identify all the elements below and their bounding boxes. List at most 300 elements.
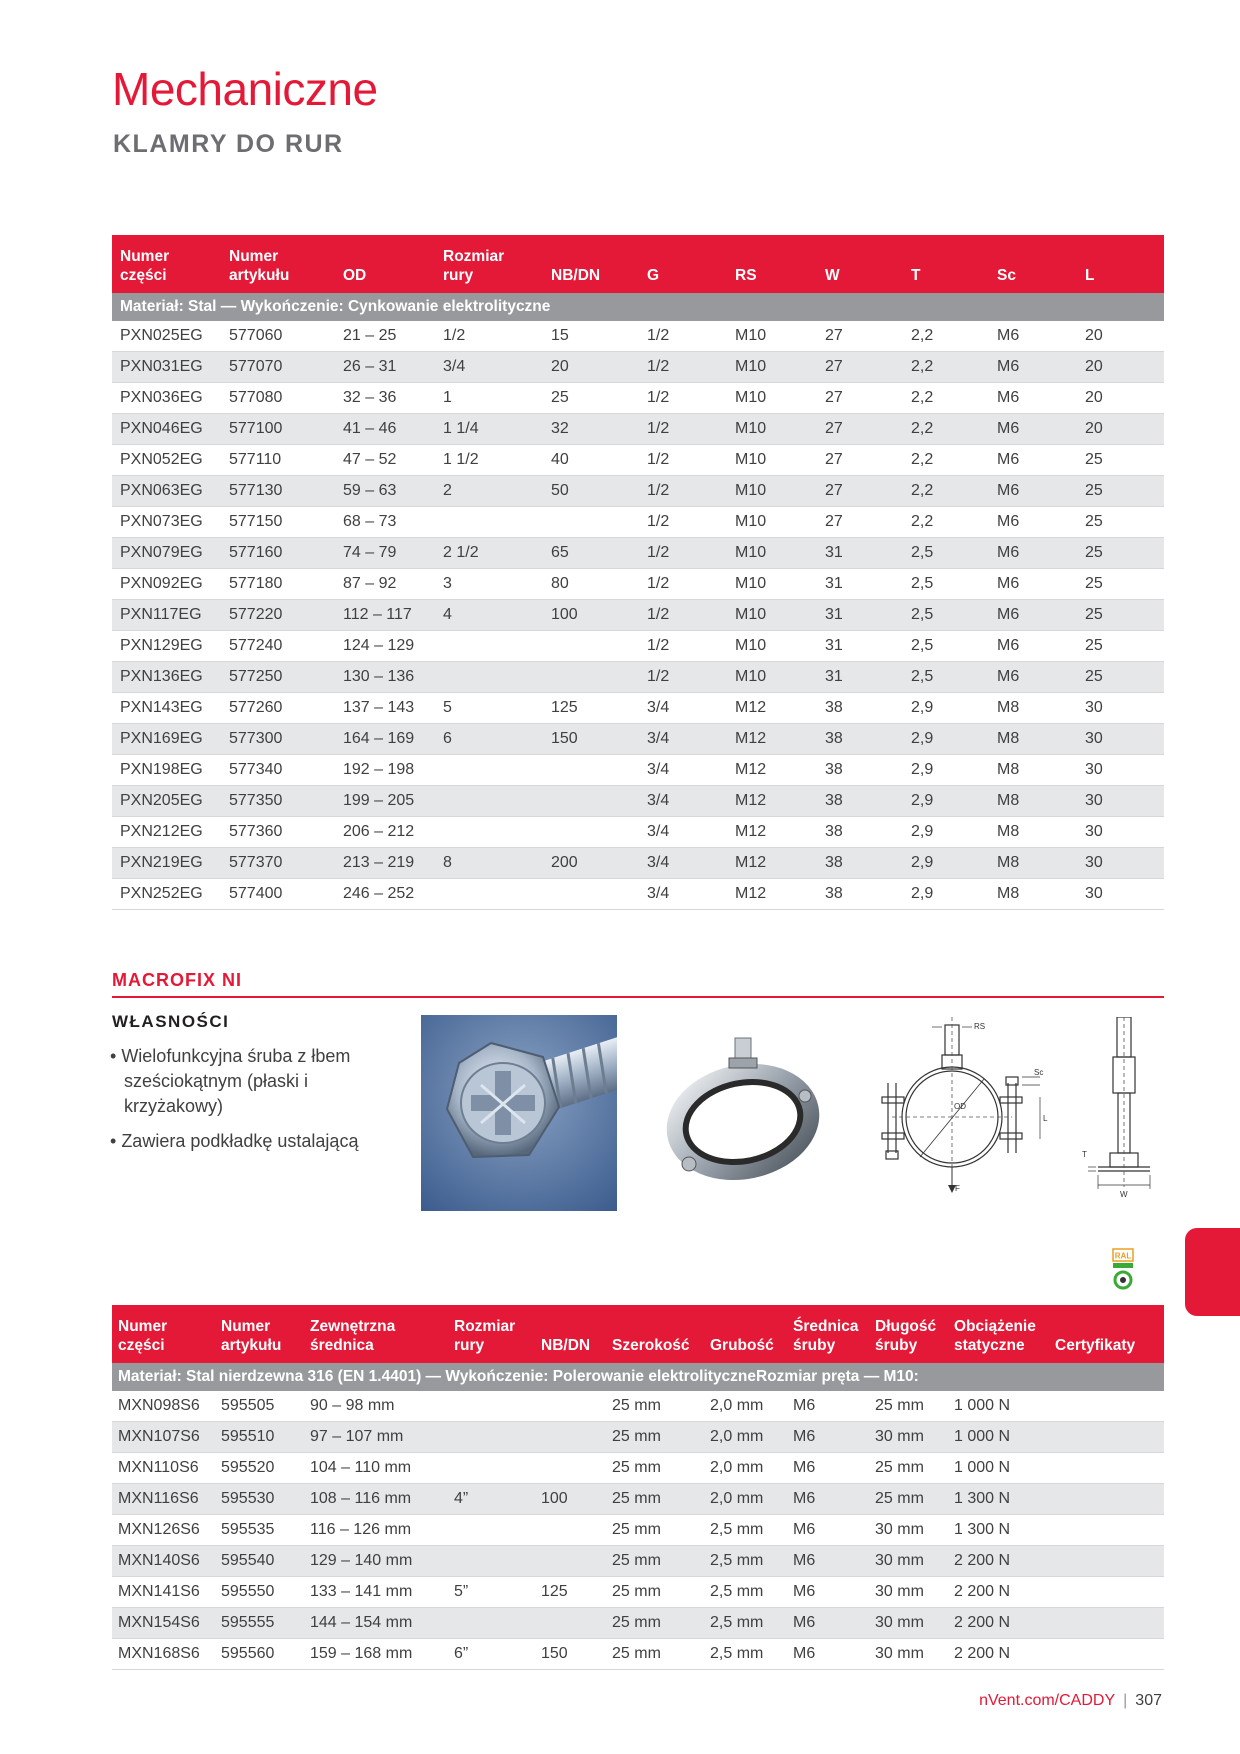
- table-cell: 31: [817, 538, 903, 569]
- table-cell: 38: [817, 848, 903, 879]
- table-cell: 30: [1077, 755, 1164, 786]
- table-cell: 2,2: [903, 414, 989, 445]
- dim-sc-label: Sc: [1034, 1068, 1044, 1077]
- table-cell: 47 – 52: [335, 445, 435, 476]
- table-cell: 2,2: [903, 507, 989, 538]
- table-cell: 30 mm: [869, 1515, 948, 1546]
- table-cell: [535, 1608, 606, 1639]
- dim-w-label: W: [1120, 1190, 1128, 1199]
- table-cell: 25: [1077, 631, 1164, 662]
- table-cell: 2 1/2: [435, 538, 543, 569]
- table-row: [112, 1515, 1164, 1546]
- table-cell: PXN036EG: [112, 383, 221, 414]
- table-cell: 3/4: [639, 786, 727, 817]
- column-header: W: [817, 235, 903, 293]
- table-cell: 595540: [215, 1546, 304, 1577]
- table-cell: 1 1/4: [435, 414, 543, 445]
- column-header: OD: [335, 235, 435, 293]
- table-cell: 59 – 63: [335, 476, 435, 507]
- table-cell: 25 mm: [606, 1453, 704, 1484]
- table-cell: M6: [989, 538, 1077, 569]
- table-cell: M12: [727, 786, 817, 817]
- table-cell: 25 mm: [606, 1484, 704, 1515]
- table-cell: [1049, 1484, 1164, 1515]
- table-cell: 144 – 154 mm: [304, 1608, 448, 1639]
- table-cell: 4: [435, 600, 543, 631]
- table-cell: 2,0 mm: [704, 1453, 787, 1484]
- table-cell: M8: [989, 724, 1077, 755]
- table-cell: 25 mm: [606, 1546, 704, 1577]
- table-cell: 32: [543, 414, 639, 445]
- table-cell: 20: [1077, 321, 1164, 352]
- table-cell: M10: [727, 352, 817, 383]
- column-header: Obciążenie statyczne: [948, 1305, 1049, 1363]
- table-cell: PXN169EG: [112, 724, 221, 755]
- table-cell: 2,2: [903, 383, 989, 414]
- footer-url[interactable]: nVent.com/CADDY: [979, 1692, 1116, 1709]
- table-row: [112, 1453, 1164, 1484]
- table-cell: 577350: [221, 786, 335, 817]
- table-cell: 150: [543, 724, 639, 755]
- table-cell: 25 mm: [606, 1608, 704, 1639]
- table-cell: MXN126S6: [112, 1515, 215, 1546]
- table-cell: 25 mm: [606, 1515, 704, 1546]
- table-row: [112, 476, 1164, 507]
- clamp-photo: [655, 1030, 825, 1200]
- feature-item: • Zawiera podkładkę ustalającą: [110, 1129, 410, 1154]
- column-header: Numer części: [112, 1305, 215, 1363]
- side-view-diagram: [1080, 1017, 1170, 1207]
- column-header: L: [1077, 235, 1164, 293]
- table-cell: 1/2: [639, 538, 727, 569]
- table-cell: 25 mm: [606, 1422, 704, 1453]
- table-cell: 577300: [221, 724, 335, 755]
- table-cell: 90 – 98 mm: [304, 1391, 448, 1422]
- table-row: [112, 879, 1164, 910]
- column-header: Średnica śruby: [787, 1305, 869, 1363]
- table-cell: 577070: [221, 352, 335, 383]
- table-row: [112, 383, 1164, 414]
- column-header: G: [639, 235, 727, 293]
- table-cell: M6: [989, 569, 1077, 600]
- table-cell: [1049, 1546, 1164, 1577]
- table-cell: 2,5 mm: [704, 1639, 787, 1670]
- table-cell: 100: [543, 600, 639, 631]
- table-cell: 2,2: [903, 321, 989, 352]
- table-cell: 595505: [215, 1391, 304, 1422]
- table-cell: 27: [817, 352, 903, 383]
- table-cell: 2,0 mm: [704, 1484, 787, 1515]
- table-row: [112, 445, 1164, 476]
- table-row: [112, 569, 1164, 600]
- table-cell: 97 – 107 mm: [304, 1422, 448, 1453]
- chapter-tab: [1185, 1228, 1240, 1316]
- table-row: [112, 724, 1164, 755]
- table-cell: 4”: [448, 1484, 535, 1515]
- table-cell: M10: [727, 321, 817, 352]
- table-cell: 27: [817, 476, 903, 507]
- table-cell: 65: [543, 538, 639, 569]
- table-cell: 246 – 252: [335, 879, 435, 910]
- table-cell: 1/2: [639, 383, 727, 414]
- table-cell: [1049, 1515, 1164, 1546]
- table-cell: 25 mm: [869, 1391, 948, 1422]
- table-cell: 80: [543, 569, 639, 600]
- table-cell: [435, 662, 543, 693]
- table-cell: 38: [817, 724, 903, 755]
- table-cell: PXN025EG: [112, 321, 221, 352]
- table-cell: 577180: [221, 569, 335, 600]
- table-cell: 2,2: [903, 476, 989, 507]
- table-cell: 104 – 110 mm: [304, 1453, 448, 1484]
- table-cell: 2,9: [903, 879, 989, 910]
- column-header: Numer artykułu: [215, 1305, 304, 1363]
- table-row: [112, 631, 1164, 662]
- page-title: Mechaniczne: [112, 63, 378, 115]
- table-row: [112, 693, 1164, 724]
- table-cell: [1049, 1608, 1164, 1639]
- table-cell: 125: [543, 693, 639, 724]
- table-cell: M10: [727, 507, 817, 538]
- table-cell: [435, 507, 543, 538]
- table-row: [112, 321, 1164, 352]
- table-cell: M6: [989, 445, 1077, 476]
- table-cell: M10: [727, 631, 817, 662]
- table-cell: 25: [1077, 600, 1164, 631]
- table-cell: 74 – 79: [335, 538, 435, 569]
- table-row: [112, 414, 1164, 445]
- table-cell: 159 – 168 mm: [304, 1639, 448, 1670]
- table-cell: 25 mm: [869, 1453, 948, 1484]
- table-cell: [1049, 1422, 1164, 1453]
- table-cell: 125: [535, 1577, 606, 1608]
- table-cell: M8: [989, 693, 1077, 724]
- table-cell: 1/2: [639, 352, 727, 383]
- table-cell: 2,0 mm: [704, 1422, 787, 1453]
- table-cell: MXN141S6: [112, 1577, 215, 1608]
- table-cell: 25: [1077, 476, 1164, 507]
- table-cell: 31: [817, 600, 903, 631]
- table-cell: 38: [817, 817, 903, 848]
- table-cell: 1 300 N: [948, 1484, 1049, 1515]
- table-cell: 31: [817, 662, 903, 693]
- table-cell: 577260: [221, 693, 335, 724]
- table-cell: M10: [727, 414, 817, 445]
- table-cell: [435, 817, 543, 848]
- screw-photo: [421, 1015, 617, 1211]
- table-cell: 1/2: [639, 507, 727, 538]
- table-cell: 25: [543, 383, 639, 414]
- column-header: T: [903, 235, 989, 293]
- table-cell: 199 – 205: [335, 786, 435, 817]
- page-footer: [979, 1692, 1162, 1710]
- table-cell: 206 – 212: [335, 817, 435, 848]
- table-cell: 32 – 36: [335, 383, 435, 414]
- footer-separator: |: [1123, 1692, 1128, 1709]
- ral-label: RAL: [1114, 1251, 1132, 1261]
- table-cell: 31: [817, 569, 903, 600]
- table-cell: 30: [1077, 879, 1164, 910]
- column-header: Zewnętrzna średnica: [304, 1305, 448, 1363]
- table-cell: M6: [989, 631, 1077, 662]
- table-cell: 3/4: [639, 848, 727, 879]
- table-cell: 27: [817, 321, 903, 352]
- table-cell: 8: [435, 848, 543, 879]
- table-cell: 164 – 169: [335, 724, 435, 755]
- table-cell: 25 mm: [606, 1639, 704, 1670]
- table-cell: 1/2: [639, 662, 727, 693]
- table-cell: M6: [787, 1577, 869, 1608]
- table-cell: [448, 1391, 535, 1422]
- table-cell: 595510: [215, 1422, 304, 1453]
- dim-f-label: F: [955, 1184, 960, 1193]
- table-cell: 6: [435, 724, 543, 755]
- table-cell: PXN252EG: [112, 879, 221, 910]
- table-cell: 3/4: [639, 817, 727, 848]
- table-header-row: [112, 1305, 1164, 1363]
- table-cell: 2: [435, 476, 543, 507]
- table-cell: [535, 1546, 606, 1577]
- table-cell: [448, 1546, 535, 1577]
- table-row: [112, 1546, 1164, 1577]
- table-cell: 25: [1077, 507, 1164, 538]
- table-cell: M6: [787, 1608, 869, 1639]
- table-cell: 130 – 136: [335, 662, 435, 693]
- table-cell: 30: [1077, 724, 1164, 755]
- table-cell: 20: [1077, 414, 1164, 445]
- table-cell: 2,5: [903, 600, 989, 631]
- table-cell: 20: [1077, 352, 1164, 383]
- table-cell: 2 200 N: [948, 1546, 1049, 1577]
- table-cell: [543, 755, 639, 786]
- table-cell: [435, 755, 543, 786]
- table-cell: 30 mm: [869, 1639, 948, 1670]
- table-cell: 2,2: [903, 352, 989, 383]
- table-cell: 577370: [221, 848, 335, 879]
- table-cell: PXN129EG: [112, 631, 221, 662]
- table-cell: PXN063EG: [112, 476, 221, 507]
- table-cell: 1 000 N: [948, 1453, 1049, 1484]
- table-header-row: [112, 235, 1164, 293]
- table-cell: 577100: [221, 414, 335, 445]
- table-cell: 2,5 mm: [704, 1546, 787, 1577]
- table-row: [112, 1639, 1164, 1670]
- table-cell: [535, 1515, 606, 1546]
- table-row: [112, 786, 1164, 817]
- table-cell: 2,5 mm: [704, 1608, 787, 1639]
- mxn-table: [112, 1305, 1164, 1670]
- table-cell: 38: [817, 693, 903, 724]
- table-cell: 38: [817, 879, 903, 910]
- section-divider: [112, 996, 1164, 998]
- table-cell: PXN198EG: [112, 755, 221, 786]
- table-cell: [535, 1391, 606, 1422]
- table-cell: PXN143EG: [112, 693, 221, 724]
- table-cell: M8: [989, 755, 1077, 786]
- table-cell: PXN205EG: [112, 786, 221, 817]
- table-cell: 1 000 N: [948, 1391, 1049, 1422]
- table-cell: 87 – 92: [335, 569, 435, 600]
- table-cell: [1049, 1453, 1164, 1484]
- table-cell: 577160: [221, 538, 335, 569]
- page-number: 307: [1135, 1692, 1162, 1709]
- table-cell: 3: [435, 569, 543, 600]
- table-cell: 137 – 143: [335, 693, 435, 724]
- table-row: [112, 1484, 1164, 1515]
- table-cell: 25: [1077, 445, 1164, 476]
- dim-od-label: OD: [954, 1102, 966, 1111]
- table-cell: M8: [989, 879, 1077, 910]
- table-cell: 1/2: [639, 414, 727, 445]
- section-title: MACROFIX NI: [112, 970, 242, 990]
- table-cell: 27: [817, 445, 903, 476]
- table-cell: [448, 1515, 535, 1546]
- table-cell: 2 200 N: [948, 1639, 1049, 1670]
- table-cell: 595520: [215, 1453, 304, 1484]
- table-cell: 112 – 117: [335, 600, 435, 631]
- table-cell: 3/4: [639, 693, 727, 724]
- column-header: Rozmiar rury: [435, 235, 543, 293]
- table-cell: 1/2: [639, 569, 727, 600]
- table-cell: [535, 1453, 606, 1484]
- table-cell: 595530: [215, 1484, 304, 1515]
- column-header: Długość śruby: [869, 1305, 948, 1363]
- table-cell: 192 – 198: [335, 755, 435, 786]
- table-cell: M12: [727, 879, 817, 910]
- table-cell: 116 – 126 mm: [304, 1515, 448, 1546]
- table-cell: [1049, 1391, 1164, 1422]
- table-cell: 30 mm: [869, 1577, 948, 1608]
- table-cell: PXN136EG: [112, 662, 221, 693]
- table-cell: 2,9: [903, 724, 989, 755]
- table-cell: [435, 786, 543, 817]
- table-cell: 38: [817, 755, 903, 786]
- table-cell: [435, 879, 543, 910]
- table-cell: MXN168S6: [112, 1639, 215, 1670]
- column-header: Rozmiar rury: [448, 1305, 535, 1363]
- table-cell: M10: [727, 662, 817, 693]
- table-cell: [543, 631, 639, 662]
- table-cell: 27: [817, 383, 903, 414]
- table-row: [112, 600, 1164, 631]
- table-cell: M12: [727, 724, 817, 755]
- table-cell: 30: [1077, 848, 1164, 879]
- column-header: NB/DN: [535, 1305, 606, 1363]
- table-cell: [1049, 1577, 1164, 1608]
- table-row: [112, 755, 1164, 786]
- table-cell: 40: [543, 445, 639, 476]
- table-cell: M10: [727, 383, 817, 414]
- page-subtitle: KLAMRY DO RUR: [113, 130, 344, 158]
- table-cell: MXN107S6: [112, 1422, 215, 1453]
- column-header: NB/DN: [543, 235, 639, 293]
- table-cell: M10: [727, 600, 817, 631]
- table-cell: PXN212EG: [112, 817, 221, 848]
- table-cell: 1/2: [435, 321, 543, 352]
- table-cell: 577110: [221, 445, 335, 476]
- table-cell: 50: [543, 476, 639, 507]
- features-title: WŁASNOŚCI: [112, 1012, 230, 1031]
- table-cell: PXN073EG: [112, 507, 221, 538]
- table-cell: 27: [817, 507, 903, 538]
- table-cell: 595560: [215, 1639, 304, 1670]
- table-cell: M10: [727, 569, 817, 600]
- table-cell: MXN140S6: [112, 1546, 215, 1577]
- table-cell: M6: [787, 1484, 869, 1515]
- table-row: [112, 848, 1164, 879]
- table-cell: M6: [787, 1546, 869, 1577]
- table-cell: 26 – 31: [335, 352, 435, 383]
- table-cell: 30 mm: [869, 1608, 948, 1639]
- table-cell: 2,5: [903, 662, 989, 693]
- column-header: Grubość: [704, 1305, 787, 1363]
- table-cell: 5: [435, 693, 543, 724]
- table-cell: [543, 817, 639, 848]
- table-cell: 2 200 N: [948, 1577, 1049, 1608]
- table-row: [112, 507, 1164, 538]
- table-cell: M6: [787, 1453, 869, 1484]
- table-cell: 100: [535, 1484, 606, 1515]
- table-cell: [543, 662, 639, 693]
- table-cell: M12: [727, 693, 817, 724]
- table-cell: [543, 879, 639, 910]
- table-cell: [543, 786, 639, 817]
- ral-icon: [1112, 1248, 1134, 1292]
- table-cell: 5”: [448, 1577, 535, 1608]
- table-cell: 577080: [221, 383, 335, 414]
- table-cell: PXN219EG: [112, 848, 221, 879]
- table-cell: 133 – 141 mm: [304, 1577, 448, 1608]
- table-cell: PXN031EG: [112, 352, 221, 383]
- table-cell: 1 000 N: [948, 1422, 1049, 1453]
- table-cell: 595555: [215, 1608, 304, 1639]
- table-cell: M6: [989, 662, 1077, 693]
- table-cell: 41 – 46: [335, 414, 435, 445]
- table-cell: 30: [1077, 817, 1164, 848]
- table-cell: 2,5: [903, 538, 989, 569]
- table-cell: 577150: [221, 507, 335, 538]
- table-cell: 2 200 N: [948, 1608, 1049, 1639]
- table-cell: 595535: [215, 1515, 304, 1546]
- table-cell: M6: [787, 1515, 869, 1546]
- pxn-table: [112, 235, 1164, 910]
- table-cell: M6: [787, 1422, 869, 1453]
- table-cell: 1 1/2: [435, 445, 543, 476]
- table-cell: 577250: [221, 662, 335, 693]
- table-cell: 2,9: [903, 786, 989, 817]
- features-list: [110, 1044, 410, 1164]
- table-cell: MXN098S6: [112, 1391, 215, 1422]
- table-cell: 3/4: [639, 879, 727, 910]
- table-cell: M12: [727, 755, 817, 786]
- table-cell: 6”: [448, 1639, 535, 1670]
- table-cell: 213 – 219: [335, 848, 435, 879]
- table-cell: 1/2: [639, 600, 727, 631]
- table-cell: 2,9: [903, 693, 989, 724]
- table-cell: M6: [989, 352, 1077, 383]
- table-cell: M8: [989, 817, 1077, 848]
- table-cell: M8: [989, 848, 1077, 879]
- table-cell: 2,5 mm: [704, 1577, 787, 1608]
- table-cell: MXN116S6: [112, 1484, 215, 1515]
- table-cell: [435, 631, 543, 662]
- table-cell: 21 – 25: [335, 321, 435, 352]
- table-row: [112, 1608, 1164, 1639]
- table-cell: 20: [1077, 383, 1164, 414]
- table-cell: 577060: [221, 321, 335, 352]
- table-cell: 129 – 140 mm: [304, 1546, 448, 1577]
- table-cell: M6: [989, 383, 1077, 414]
